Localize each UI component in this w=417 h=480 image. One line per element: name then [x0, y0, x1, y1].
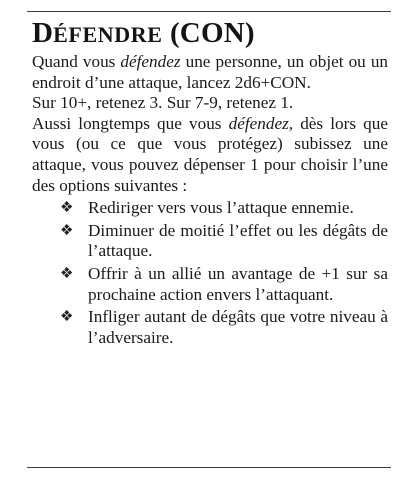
hold-keyword: défendez — [228, 113, 289, 133]
hold-text-part1: Aussi longtemps que vous — [32, 113, 229, 133]
option-text: Offrir à un allié un avantage de +1 sur sa prochaine action envers l’attaquant. — [88, 263, 388, 304]
trigger-keyword: défendez — [120, 52, 181, 71]
option-text: Rediriger vers vous l’attaque ennemie. — [88, 198, 354, 218]
list-item — [32, 221, 388, 262]
result-text: Sur 10+, retenez 3. Sur 7-9, retenez 1. — [32, 93, 294, 113]
option-text: Infliger autant de dégâts que votre niveau à l’adversaire. — [88, 307, 388, 347]
diamond-bullet-icon: ❖ — [60, 222, 74, 239]
diamond-bullet-icon: ❖ — [60, 265, 74, 282]
options-list — [32, 198, 388, 348]
bottom-rule — [27, 467, 391, 468]
trigger-text-part2: une personne, un objet ou un endroit d’une attaque, lancez 2d6+CON. — [32, 52, 389, 92]
diamond-bullet-icon: ❖ — [60, 200, 74, 217]
title-small-caps: ÉFENDRE — [53, 22, 163, 47]
list-item — [32, 198, 388, 219]
list-item — [32, 307, 388, 348]
hold-text-part2: , dès lors que vous (ou ce que vous protégez) subissez une attaque, vous pouvez dépenser 1 pour choisir l’une des options suivantes : — [32, 113, 388, 195]
trigger-text — [32, 52, 388, 93]
top-rule — [27, 11, 391, 12]
option-text: Diminuer de moitié l’effet ou les dégâts de l’attaque. — [88, 220, 388, 261]
trigger-text-part1: Quand vous — [32, 52, 121, 71]
title-stat: (CON) — [169, 17, 255, 49]
list-item — [32, 264, 388, 305]
move-title — [32, 16, 388, 52]
diamond-bullet-icon: ❖ — [60, 309, 74, 326]
title-initial: D — [32, 17, 54, 49]
move-card — [32, 16, 388, 348]
hold-text — [32, 114, 388, 196]
